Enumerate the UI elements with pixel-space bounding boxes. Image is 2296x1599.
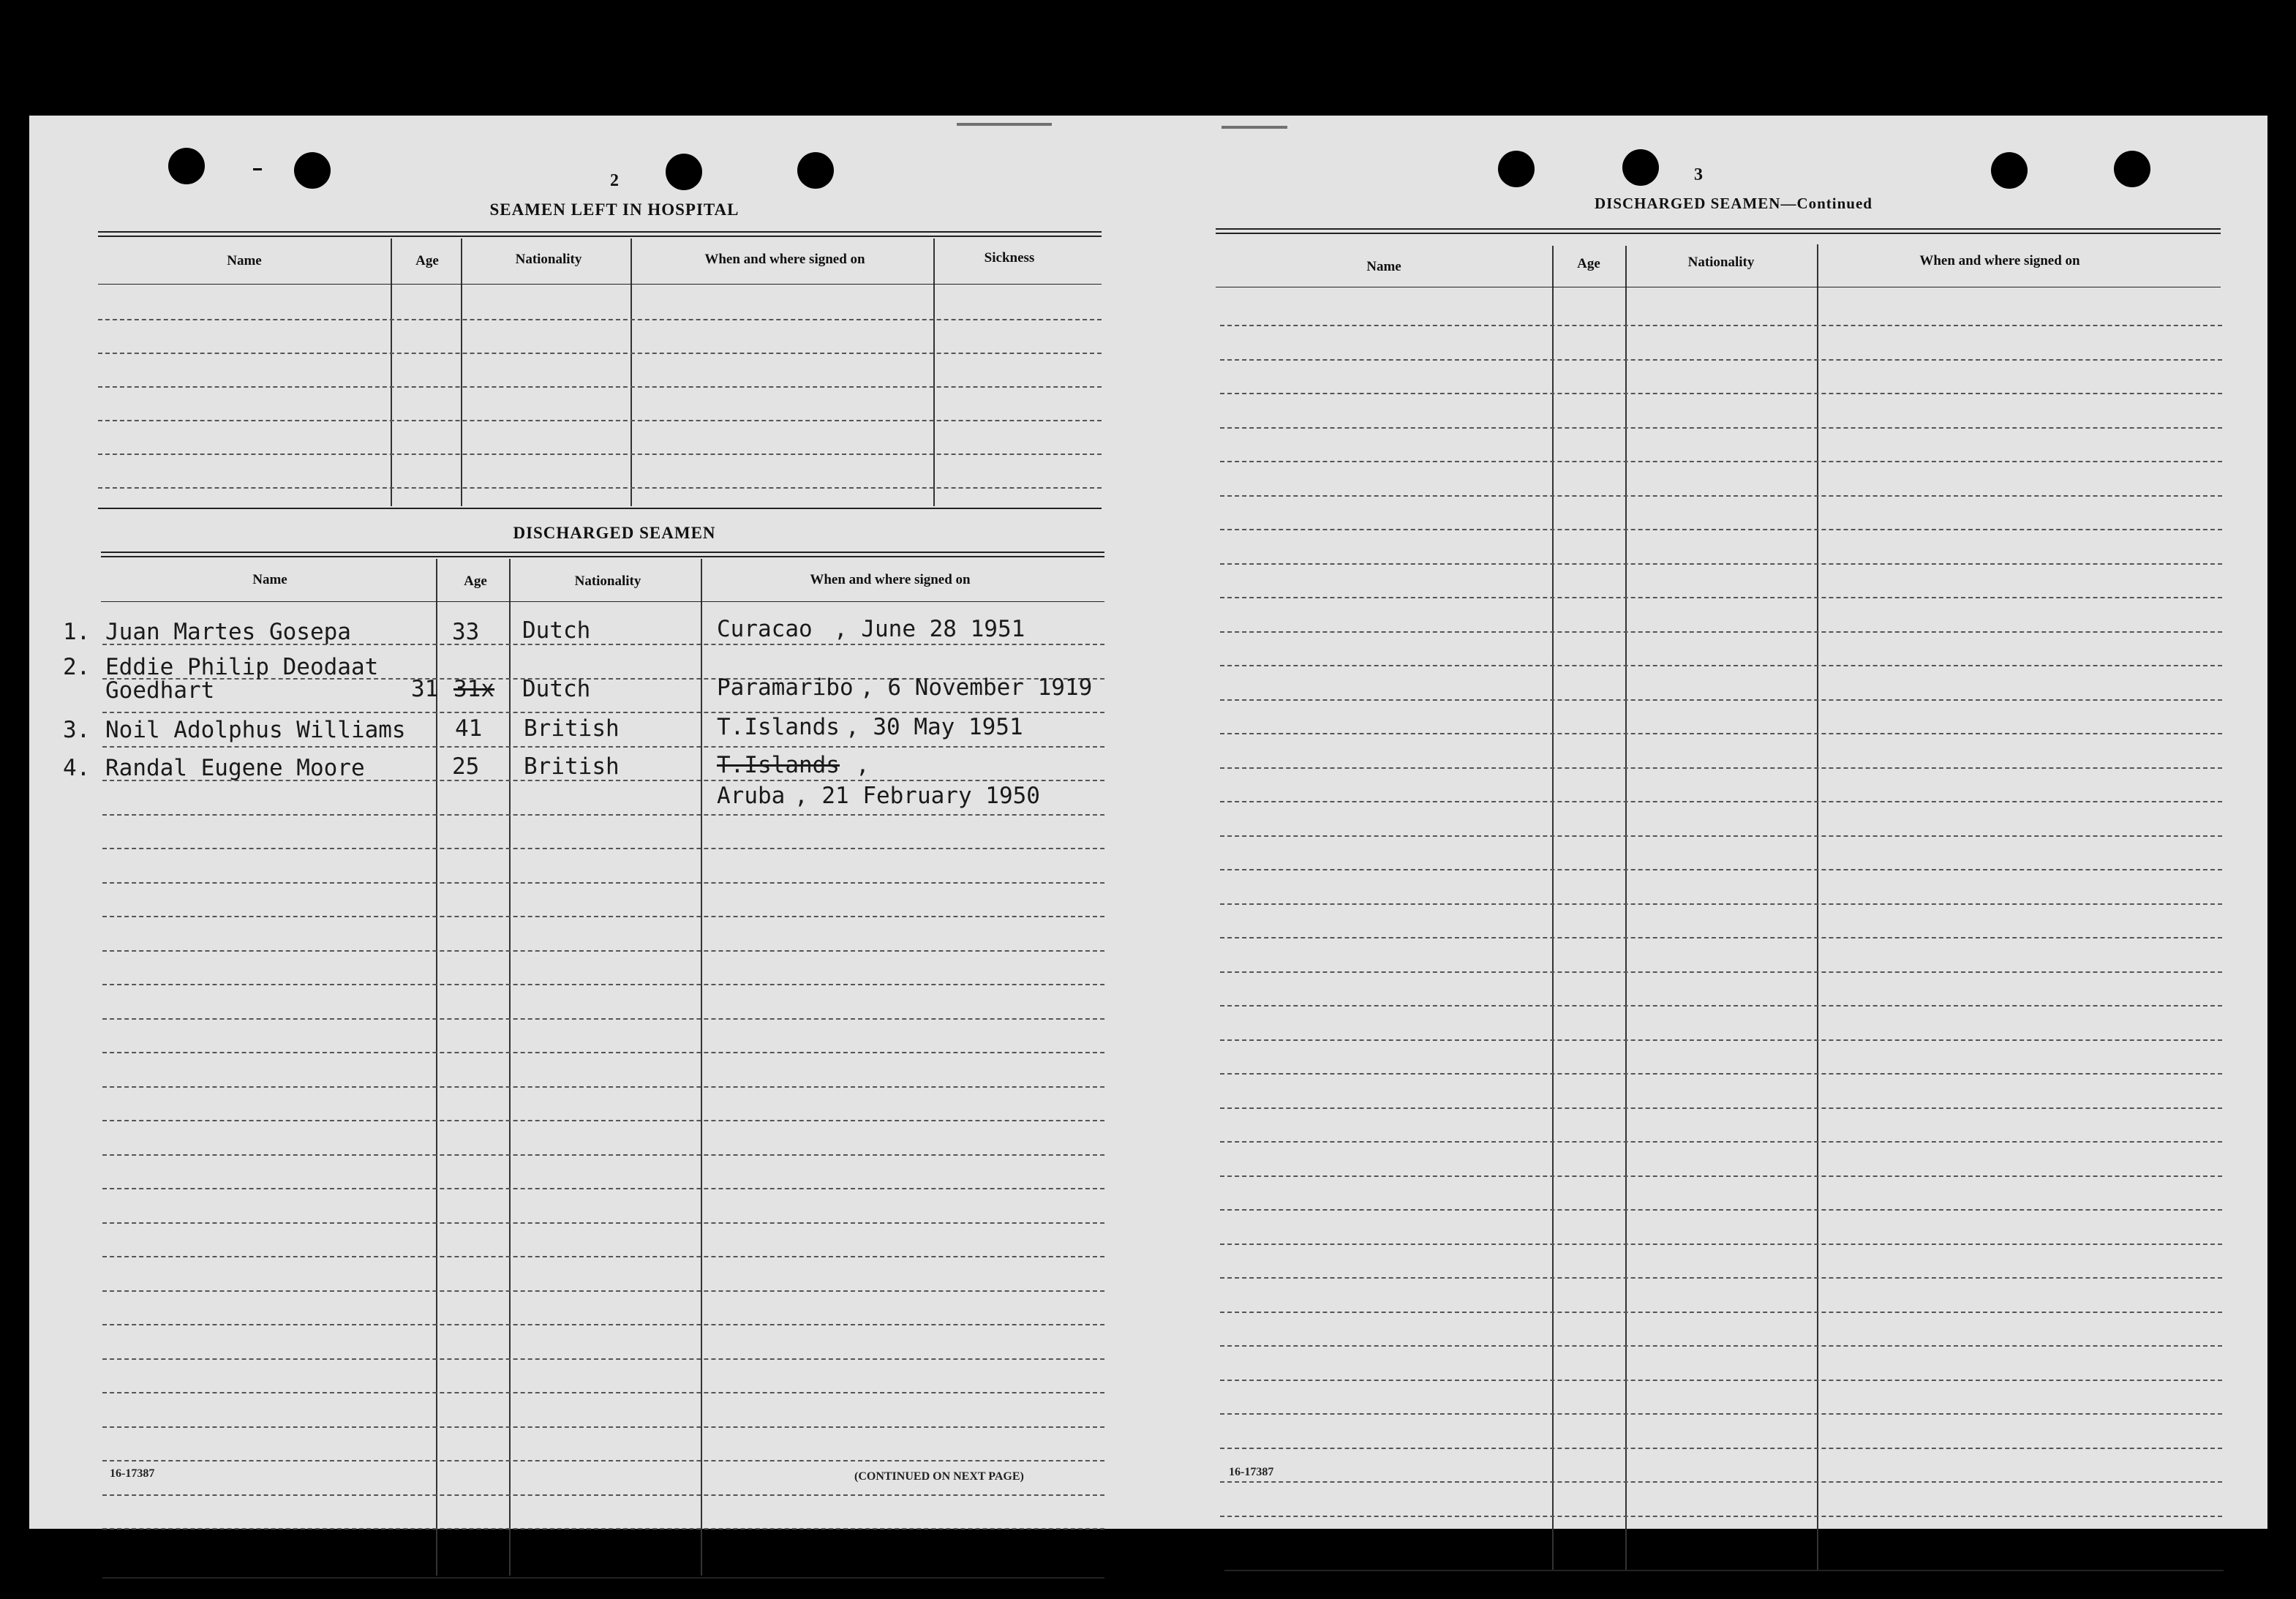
- ruled-row-line: [1220, 427, 2222, 429]
- hospital-table-top: [98, 231, 1102, 233]
- entry-4-date: , 21 February 1950: [794, 783, 1040, 809]
- entry-4-number: 4.: [63, 755, 91, 781]
- discharged-header-rule: [101, 601, 1104, 602]
- ink-mark: [1222, 126, 1287, 129]
- ruled-row-line: [102, 1392, 1104, 1393]
- right-col-signed-on: When and where signed on: [1919, 253, 2080, 268]
- punch-hole: [797, 152, 834, 189]
- ruled-row-line: [102, 712, 1104, 713]
- ruled-row-line: [102, 1120, 1104, 1121]
- entry-1-number: 1.: [63, 619, 91, 645]
- right-divider: [1625, 246, 1627, 1570]
- ruled-row-line: [102, 746, 1104, 748]
- right-table-bottom: [1224, 1570, 2224, 1571]
- ruled-row-line: [1220, 1039, 2222, 1041]
- ruled-row-line: [1220, 597, 2222, 598]
- entry-4-age: 25: [452, 753, 480, 780]
- ruled-row-line: [102, 984, 1104, 985]
- entry-1-date: , June 28 1951: [834, 616, 1025, 642]
- entry-3-date: , 30 May 1951: [846, 714, 1023, 740]
- ruled-row-line: [1220, 631, 2222, 633]
- page-number-left: 2: [610, 171, 619, 190]
- hospital-table-bottom: [98, 508, 1102, 509]
- entry-3-number: 3.: [63, 717, 91, 743]
- entry-3-name: Noil Adolphus Williams: [105, 717, 406, 743]
- discharged-continued-title: DISCHARGED SEAMEN—Continued: [1595, 195, 1872, 212]
- discharged-table-top-2: [101, 556, 1104, 557]
- entry-4-nationality: British: [524, 753, 620, 780]
- ruled-row-line: [102, 814, 1104, 816]
- hospital-table-top-2: [98, 236, 1102, 237]
- punch-hole: [294, 152, 331, 189]
- discharged-table-top: [101, 552, 1104, 553]
- ruled-row-line: [102, 1086, 1104, 1088]
- right-col-age: Age: [1577, 256, 1600, 271]
- ruled-row-line: [1220, 1413, 2222, 1415]
- entry-2-name-continued: Goedhart: [105, 677, 215, 704]
- ruled-row-line: [102, 1052, 1104, 1053]
- entry-2-nationality: Dutch: [522, 676, 591, 702]
- punch-hole: [2114, 151, 2150, 187]
- ruled-row-line: [1220, 325, 2222, 326]
- ruled-row-line: [102, 1018, 1104, 1020]
- punch-hole: [168, 148, 205, 184]
- ruled-row-line: [1220, 563, 2222, 565]
- right-divider: [1552, 246, 1554, 1570]
- ruled-row-line: [1220, 1141, 2222, 1143]
- hospital-col-name: Name: [227, 253, 262, 268]
- form-number-left: 16-17387: [110, 1467, 155, 1480]
- entry-3-age: 41: [455, 715, 483, 742]
- punch-hole: [1991, 152, 2028, 189]
- punch-hole: [1498, 151, 1535, 187]
- ruled-row-line: [102, 1188, 1104, 1189]
- ruled-row-line: [102, 1324, 1104, 1325]
- entry-3-nationality: British: [524, 715, 620, 742]
- entry-2-number: 2.: [63, 654, 91, 680]
- entry-2-date: , 6 November 1919: [860, 674, 1093, 701]
- right-col-nationality: Nationality: [1687, 255, 1755, 270]
- discharged-col-nationality: Nationality: [574, 573, 641, 589]
- discharged-section-title: DISCHARGED SEAMEN: [513, 524, 716, 542]
- ruled-row-line: [102, 848, 1104, 849]
- hospital-divider: [391, 238, 392, 506]
- ruled-row-line: [102, 1426, 1104, 1428]
- right-col-name: Name: [1366, 259, 1401, 274]
- hospital-row-rule: [98, 454, 1102, 455]
- punch-hole: [1622, 149, 1659, 186]
- discharged-col-age: Age: [464, 573, 487, 589]
- hospital-divider: [631, 238, 632, 506]
- ruled-row-line: [1220, 1073, 2222, 1075]
- ruled-row-line: [1220, 495, 2222, 497]
- ruled-row-line: [1220, 699, 2222, 701]
- ruled-row-line: [102, 1290, 1104, 1292]
- ruled-row-line: [1220, 835, 2222, 837]
- ruled-row-line: [1220, 1277, 2222, 1279]
- entry-2-age-margin: 31: [411, 676, 439, 702]
- hospital-section-title: SEAMEN LEFT IN HOSPITAL: [489, 200, 739, 219]
- hospital-header-rule: [98, 284, 1102, 285]
- hospital-col-nationality: Nationality: [515, 252, 582, 267]
- ruled-row-line: [1220, 801, 2222, 802]
- ruled-row-line: [1220, 1380, 2222, 1381]
- hospital-row-rule: [98, 487, 1102, 489]
- entry-1-nationality: Dutch: [522, 617, 591, 644]
- hospital-row-rule: [98, 319, 1102, 320]
- ruled-row-line: [1220, 665, 2222, 666]
- ruled-row-line: [1220, 1209, 2222, 1211]
- ruled-row-line: [102, 882, 1104, 884]
- hospital-col-signed-on: When and where signed on: [704, 252, 865, 267]
- entry-2-place: Paramaribo: [717, 674, 854, 701]
- hospital-row-rule: [98, 420, 1102, 421]
- ruled-row-line: [1220, 767, 2222, 769]
- hospital-row-rule: [98, 386, 1102, 388]
- hospital-divider: [461, 238, 462, 506]
- entry-4-place: Aruba: [717, 783, 786, 809]
- ruled-row-line: [1220, 1005, 2222, 1007]
- ink-mark: [253, 168, 262, 170]
- entry-2-name: Eddie Philip Deodaat: [105, 654, 379, 680]
- hospital-col-sickness: Sickness: [984, 250, 1035, 266]
- entry-1-name: Juan Martes Gosepa: [105, 619, 351, 645]
- entry-4-struck-suffix: ,: [856, 752, 870, 778]
- discharged-col-signed-on: When and where signed on: [810, 572, 971, 587]
- ruled-row-line: [102, 1154, 1104, 1156]
- page-number-right: 3: [1694, 165, 1703, 184]
- ruled-row-line: [1220, 903, 2222, 905]
- hospital-divider: [933, 238, 935, 506]
- entry-1-age: 33: [452, 619, 480, 645]
- ruled-row-line: [1220, 1175, 2222, 1177]
- entry-4-name: Randal Eugene Moore: [105, 755, 365, 781]
- continued-note: (CONTINUED ON NEXT PAGE): [854, 1470, 1024, 1483]
- ruled-row-line: [1220, 529, 2222, 530]
- ruled-row-line: [1220, 1312, 2222, 1313]
- discharged-col-name: Name: [252, 572, 287, 587]
- form-number-right: 16-17387: [1229, 1466, 1274, 1478]
- ruled-row-line: [1220, 937, 2222, 938]
- ruled-row-line: [102, 950, 1104, 952]
- right-table-top: [1216, 228, 2221, 230]
- ruled-row-line: [1220, 1107, 2222, 1109]
- entry-3-place: T.Islands: [717, 714, 840, 740]
- ruled-row-line: [1220, 1516, 2222, 1517]
- ruled-row-line: [1220, 1345, 2222, 1347]
- ruled-row-line: [1220, 971, 2222, 973]
- entry-4-struck-place: T.Islands: [717, 752, 840, 778]
- ruled-row-line: [1220, 461, 2222, 462]
- ruled-row-line: [102, 1494, 1104, 1496]
- document-page: [29, 116, 2267, 1529]
- ruled-row-line: [1220, 869, 2222, 870]
- ruled-row-line: [1220, 1244, 2222, 1245]
- entry-2-age-struck: 31x: [453, 676, 494, 702]
- right-table-top-2: [1216, 233, 2221, 234]
- ink-mark: [957, 123, 1052, 126]
- ruled-row-line: [1220, 1448, 2222, 1449]
- ruled-row-line: [102, 1358, 1104, 1360]
- ruled-row-line: [102, 1256, 1104, 1257]
- ruled-row-line: [102, 1528, 1104, 1530]
- ruled-row-line: [1220, 1481, 2222, 1483]
- hospital-col-age: Age: [415, 253, 439, 268]
- ruled-row-line: [1220, 393, 2222, 394]
- ruled-row-line: [102, 1460, 1104, 1461]
- hospital-row-rule: [98, 353, 1102, 354]
- discharged-table-bottom: [102, 1577, 1104, 1579]
- right-divider: [1817, 244, 1818, 1570]
- entry-1-place: Curacao: [717, 616, 813, 642]
- punch-hole: [666, 154, 702, 190]
- ruled-row-line: [1220, 733, 2222, 734]
- ruled-row-line: [1220, 359, 2222, 361]
- ruled-row-line: [102, 1222, 1104, 1224]
- ruled-row-line: [102, 916, 1104, 917]
